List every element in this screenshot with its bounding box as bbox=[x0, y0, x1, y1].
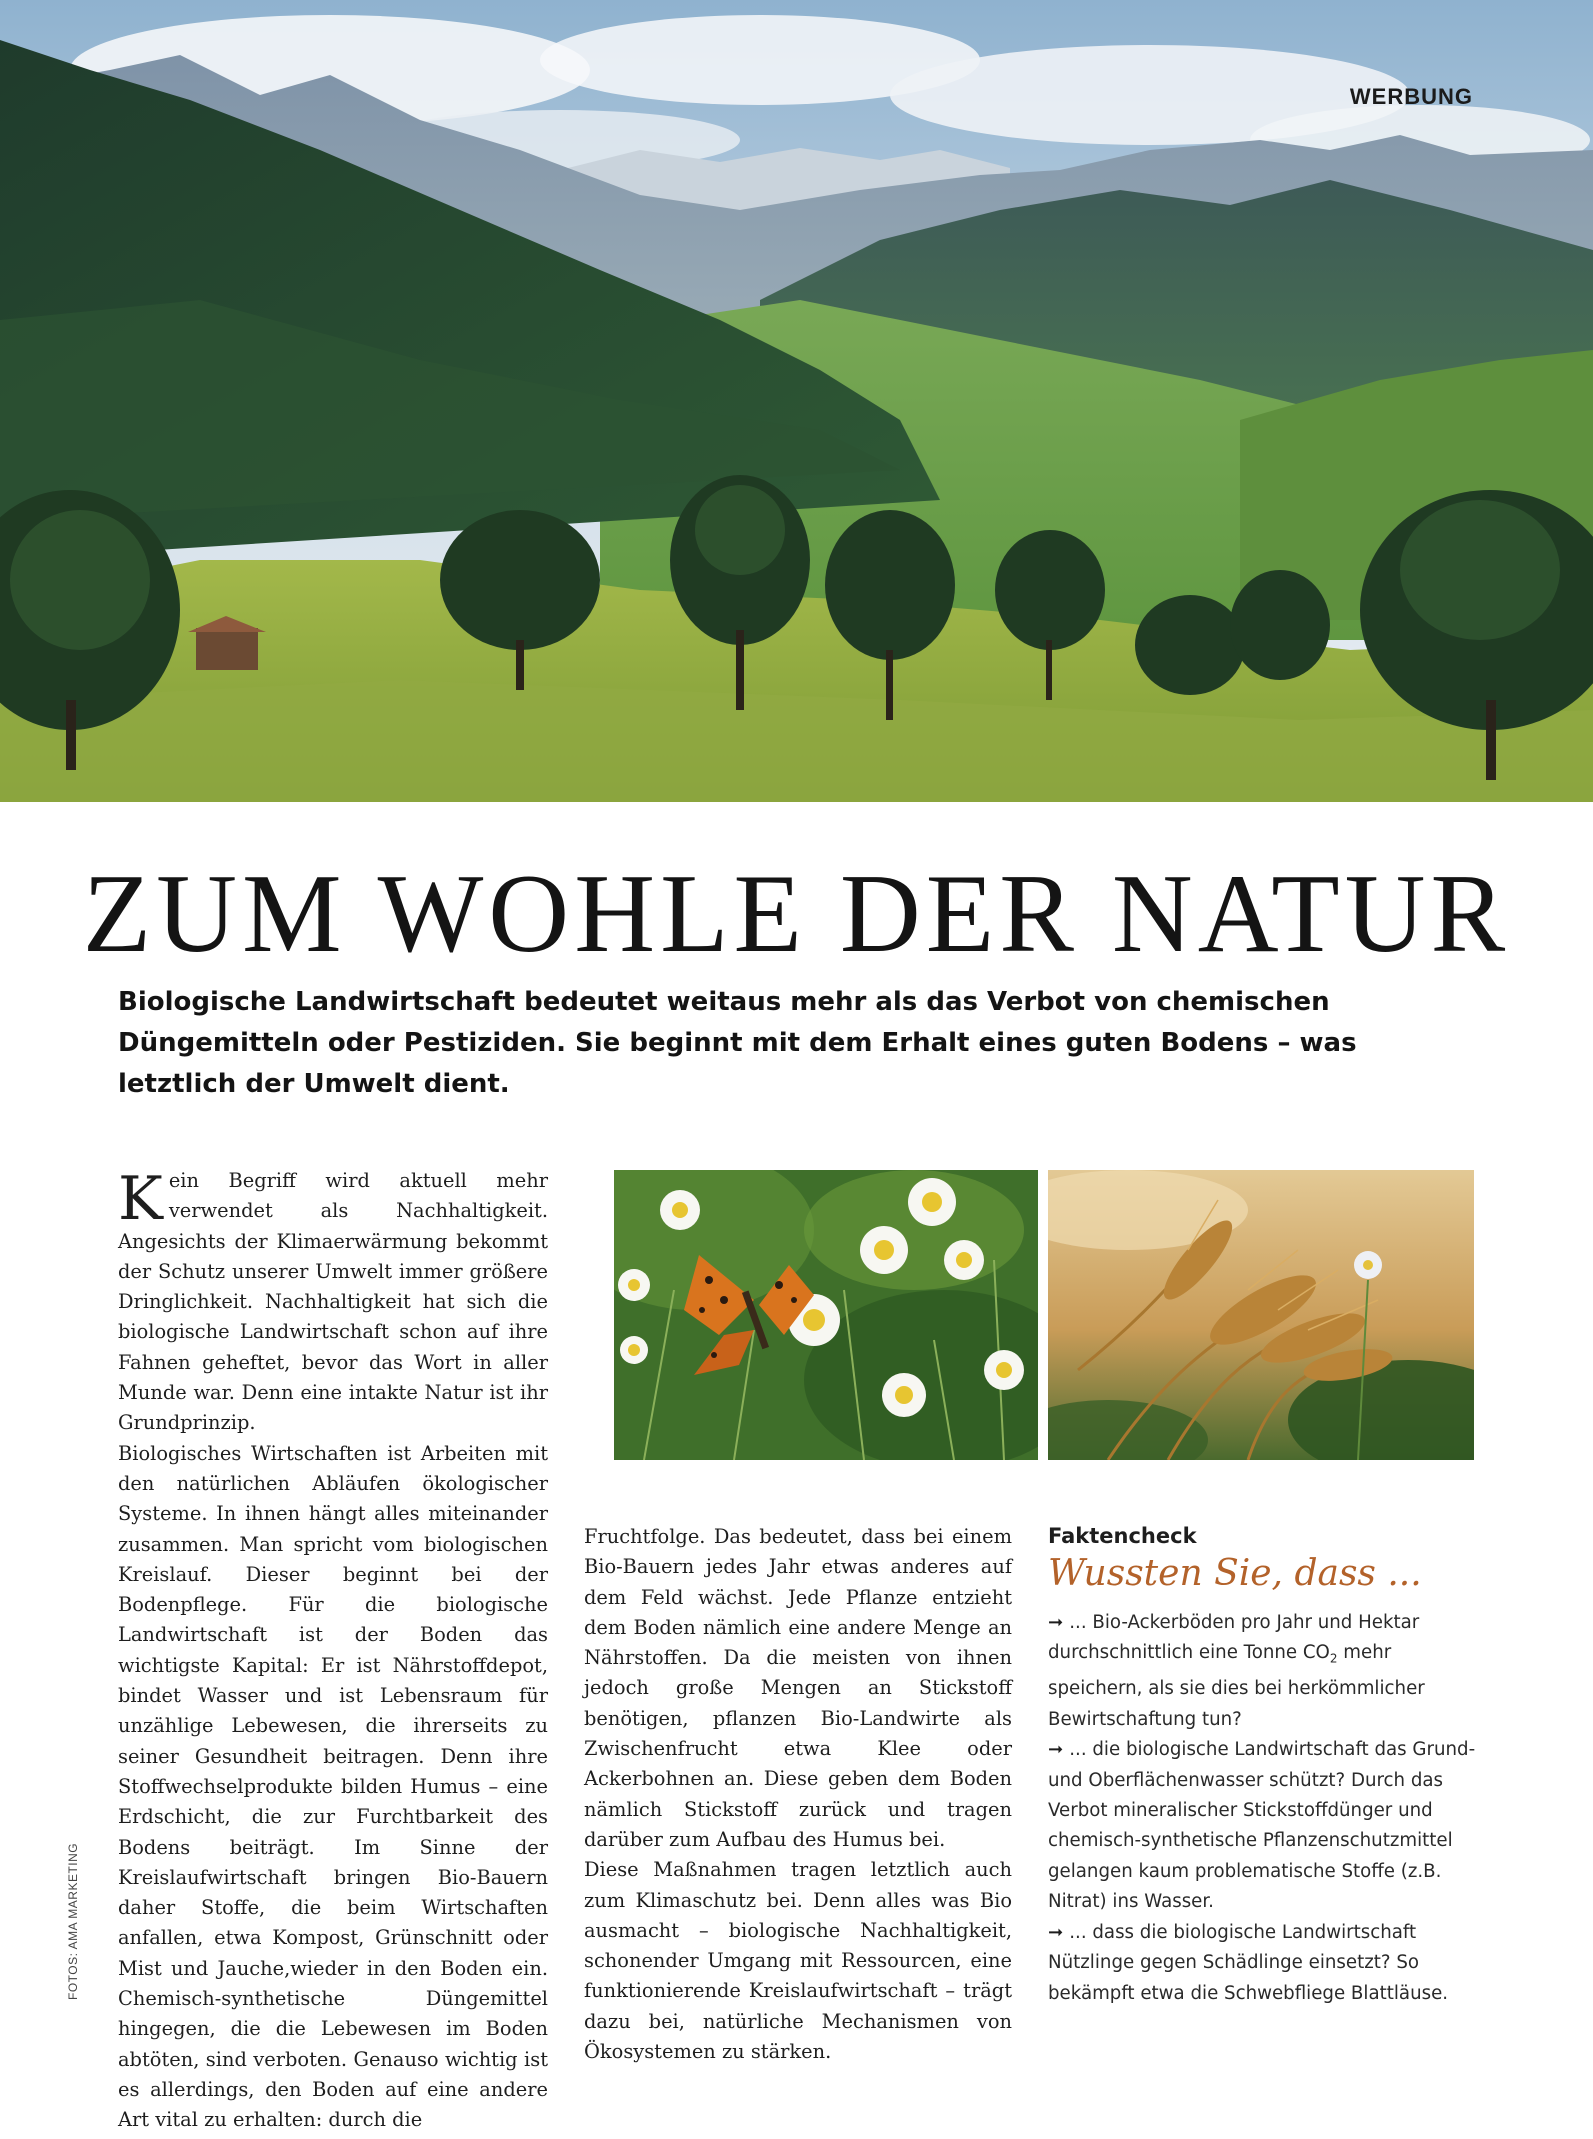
factbox-heading: Wussten Sie, dass ... bbox=[1048, 1553, 1422, 1594]
body-column-2 bbox=[584, 1522, 1012, 2067]
body-paragraph-1-text: ein Begriff wird aktuell mehr verwendet als Nachhaltigkeit. Angesichts der Klimaerwärmung bekommt der Schutz unserer Umwelt immer größere Dringlichkeit. Nachhaltigkeit hat sich die biologische Landwirtschaft schon auf ihre Fahnen geheftet, bevor das Wort in aller Munde war. Denn eine intakte Natur ist ihr Grundprinzip. bbox=[118, 1169, 548, 1435]
body-paragraph-2: Biologisches Wirtschaften ist Arbeiten mit den natürlichen Abläufen ökologischer Systeme. In ihnen hängt alles miteinander zusammen. Man spricht vom biologischen Kreislauf. Dieser beginnt bei der Bodenpflege. Für die biologische Landwirtschaft ist der Boden das wichtigste Kapital: Er ist Nährstoffdepot, bindet Wasser und ist Lebensraum für unzählige Lebewesen, die ihrerseits zu seiner Gesundheit beitragen. Denn ihre Stoffwechselprodukte bilden Humus – eine Erdschicht, die zur Furchtbarkeit des Bodens beiträgt. Im Sinne der Kreislaufwirtschaft bringen Bio-Bauern daher Stoffe, die beim Wirtschaften anfallen, etwa Kompost, Grünschnitt oder Mist und Jauche,wieder in den Boden ein. Chemisch-synthetische Düngemittel hingegen, die die Lebewesen im Boden abtöten, sind verboten. Genauso wichtig ist es allerdings, den Boden auf eine andere Art vital zu erhalten: durch die bbox=[118, 1441, 548, 2132]
wheat-field-photo bbox=[1048, 1170, 1474, 1460]
factbox bbox=[1048, 1522, 1478, 2009]
butterfly-flowers-photo bbox=[614, 1170, 1038, 1460]
fact-item-1-text: ... Bio-Ackerböden pro Jahr und Hektar durchschnittlich eine Tonne CO bbox=[1048, 1612, 1420, 1664]
fact-item-1 bbox=[1048, 1608, 1478, 1735]
body-column-1 bbox=[118, 1166, 548, 2136]
fact-item-3 bbox=[1048, 1918, 1478, 2009]
drop-cap: K bbox=[118, 1164, 163, 1234]
hero-photo bbox=[0, 0, 1593, 802]
arrow-right-icon: ➞ bbox=[1048, 1739, 1064, 1761]
fact-item-1-subscript: 2 bbox=[1329, 1652, 1338, 1667]
fact-item-3-text: ... dass die biologische Landwirtschaft Nützlinge gegen Schädlinge einsetzt? So bekämpft etwa die Schwebfliege Blattläuse. bbox=[1048, 1921, 1449, 2004]
arrow-right-icon: ➞ bbox=[1048, 1921, 1064, 1943]
arrow-right-icon: ➞ bbox=[1048, 1612, 1064, 1633]
body-paragraph-1 bbox=[118, 1166, 548, 1439]
body-paragraph-3: Fruchtfolge. Das bedeutet, dass bei einem Bio-Bauern jedes Jahr etwas anderes auf dem Feld wächst. Jede Pflanze entzieht dem Boden nämlich eine andere Menge an Nährstoffen. Da die meisten von ihnen jedoch große Mengen an Stickstoff benötigen, pflanzen Bio-Landwirte als Zwischenfrucht etwa Klee oder Ackerbohnen an. Diese geben dem Boden nämlich Stickstoff zurück und tragen darüber zum Aufbau des Humus bei. bbox=[584, 1525, 1012, 1851]
article-title: ZUM WOHLE DER NATUR bbox=[82, 852, 1511, 976]
fact-item-2-text: ... die biologische Landwirtschaft das Grund- und Oberflächenwasser schützt? Durch das Verbot mineralischer Stickstoffdünger und chemisch-synthetische Pflanzenschutzmittel gelangen kaum problematische Stoffe (z.B. Nitrat) ins Wasser. bbox=[1048, 1739, 1476, 1913]
article-lead: Biologische Landwirtschaft bedeutet weitaus mehr als das Verbot von chemischen Düngemitteln oder Pestiziden. Sie beginnt mit dem Erhalt eines guten Bodens – was letztlich der Umwelt dient. bbox=[118, 987, 1357, 1099]
fact-item-2 bbox=[1048, 1735, 1478, 1917]
factbox-kicker: Faktencheck bbox=[1048, 1524, 1197, 1548]
advertisement-label: WERBUNG bbox=[1349, 84, 1473, 109]
photo-credit: FOTOS: AMA MARKETING bbox=[66, 1842, 80, 2000]
fact-item-1-text-end: mehr speichern, als sie dies bei herkömmlicher Bewirtschaftung tun? bbox=[1048, 1642, 1425, 1730]
body-paragraph-4: Diese Maßnahmen tragen letztlich auch zum Klimaschutz bei. Denn alles was Bio ausmacht – biologische Nachhaltigkeit, schonender Umgang mit Ressourcen, eine funktionierende Kreislaufwirtschaft – trägt dazu bei, natürliche Mechanismen von Ökosystemen zu stärken. bbox=[584, 1858, 1012, 2064]
